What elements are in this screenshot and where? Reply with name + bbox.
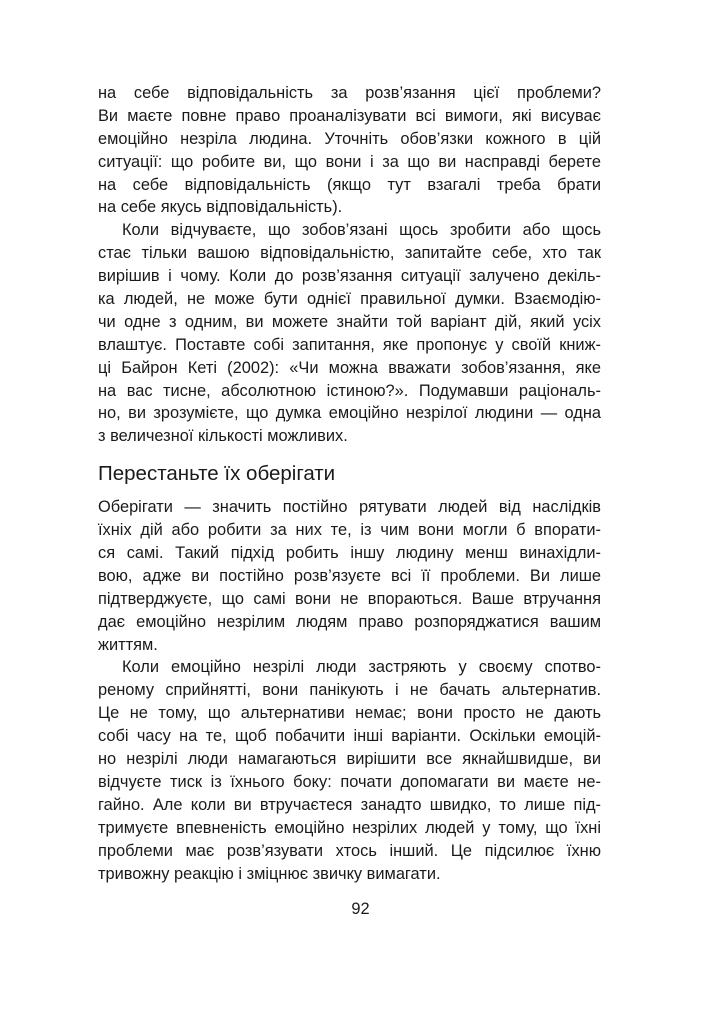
text-line: но незрілі люди намагаються вирішити все якнайшвидше, ви <box>98 750 601 769</box>
text-line: відчуєте тиск із їхнього боку: почати допомагати ви маєте не- <box>98 772 601 791</box>
text-line: Ви маєте повне право проаналізувати всі вимоги, які висуває <box>98 106 601 125</box>
text-line: на себе якусь відповідальність). <box>98 198 343 217</box>
text-line: з величезної кількості можливих. <box>98 427 348 446</box>
text-line: ці Байрон Кеті (2002): «Чи можна вважати зобов’язання, яке <box>98 358 601 377</box>
text-line: проблеми має розв’язувати хтось інший. Це підсилює їхню <box>98 841 601 860</box>
text-line: чи одне з одним, ви можете знайти той варіант дій, який усіх <box>98 312 601 331</box>
text-line: ся самі. Такий підхід робить іншу людину менш винахідли- <box>98 544 601 563</box>
page-number: 92 <box>351 900 370 918</box>
text-line: життям. <box>98 635 158 654</box>
paragraph-3 <box>98 496 601 656</box>
paragraph-1 <box>98 82 601 219</box>
text-line: вирішив і чому. Коли до розв’язання ситуації залучено декіль- <box>98 267 601 286</box>
text-line: на себе відповідальність за розв’язання цієї проблеми? <box>98 84 601 102</box>
text-line: на себе відповідальність (якщо тут взагалі треба брати <box>98 175 601 194</box>
section-heading: Перестаньте їх оберігати <box>98 462 336 486</box>
text-line: тримуєте впевненість емоційно незрілих людей у тому, що їхні <box>98 818 601 837</box>
text-line: Оберігати — значить постійно рятувати людей від наслідків <box>98 498 601 517</box>
text-line: стає тільки вашою відповідальністю, запитайте себе, хто так <box>98 244 601 263</box>
text-line: ка людей, не може бути однієї правильної думки. Взаємодію- <box>98 290 601 309</box>
page-body <box>98 82 601 885</box>
text-line: емоційно незріла людина. Уточніть обов’язки кожного в цій <box>98 129 601 148</box>
text-line: на вас тисне, абсолютною істиною?». Подумавши раціональ- <box>98 381 601 400</box>
text-line: дає емоційно незрілим людям право розпоряджатися вашим <box>98 612 601 631</box>
text-line: влаштує. Поставте собі запитання, яке пропонує у своїй книж- <box>98 335 601 354</box>
text-line: собі часу на те, щоб побачити інші варіанти. Оскільки емоцій- <box>98 727 601 746</box>
text-line: їхніх дій або робити за них те, із чим вони могли б впорати- <box>98 521 601 540</box>
text-line: ситуації: що робите ви, що вони і за що ви насправді берете <box>98 152 601 171</box>
text-line: Це не тому, що альтернативи немає; вони просто не дають <box>98 704 601 723</box>
text-line: тривожну реакцію і зміцнює звичку вимагати. <box>98 864 441 883</box>
text-line: реному сприйнятті, вони панікують і не бачать альтернатив. <box>98 681 601 700</box>
text-line: гайно. Але коли ви втручаєтеся занадто швидко, то лише під- <box>98 795 601 814</box>
paragraph-4 <box>98 656 601 885</box>
text-line: Коли емоційно незрілі люди застряють у своєму спотво- <box>122 658 601 677</box>
text-line: Коли відчуваєте, що зобов’язані щось зробити або щось <box>122 221 601 240</box>
paragraph-2 <box>98 219 601 448</box>
text-line: вою, адже ви постійно розв’язуєте всі її проблеми. Ви лише <box>98 566 601 585</box>
text-line: но, ви зрозумієте, що думка емоційно незрілої людини — одна <box>98 404 601 423</box>
text-line: підтверджуєте, що самі вони не впораються. Ваше втручання <box>98 589 601 608</box>
